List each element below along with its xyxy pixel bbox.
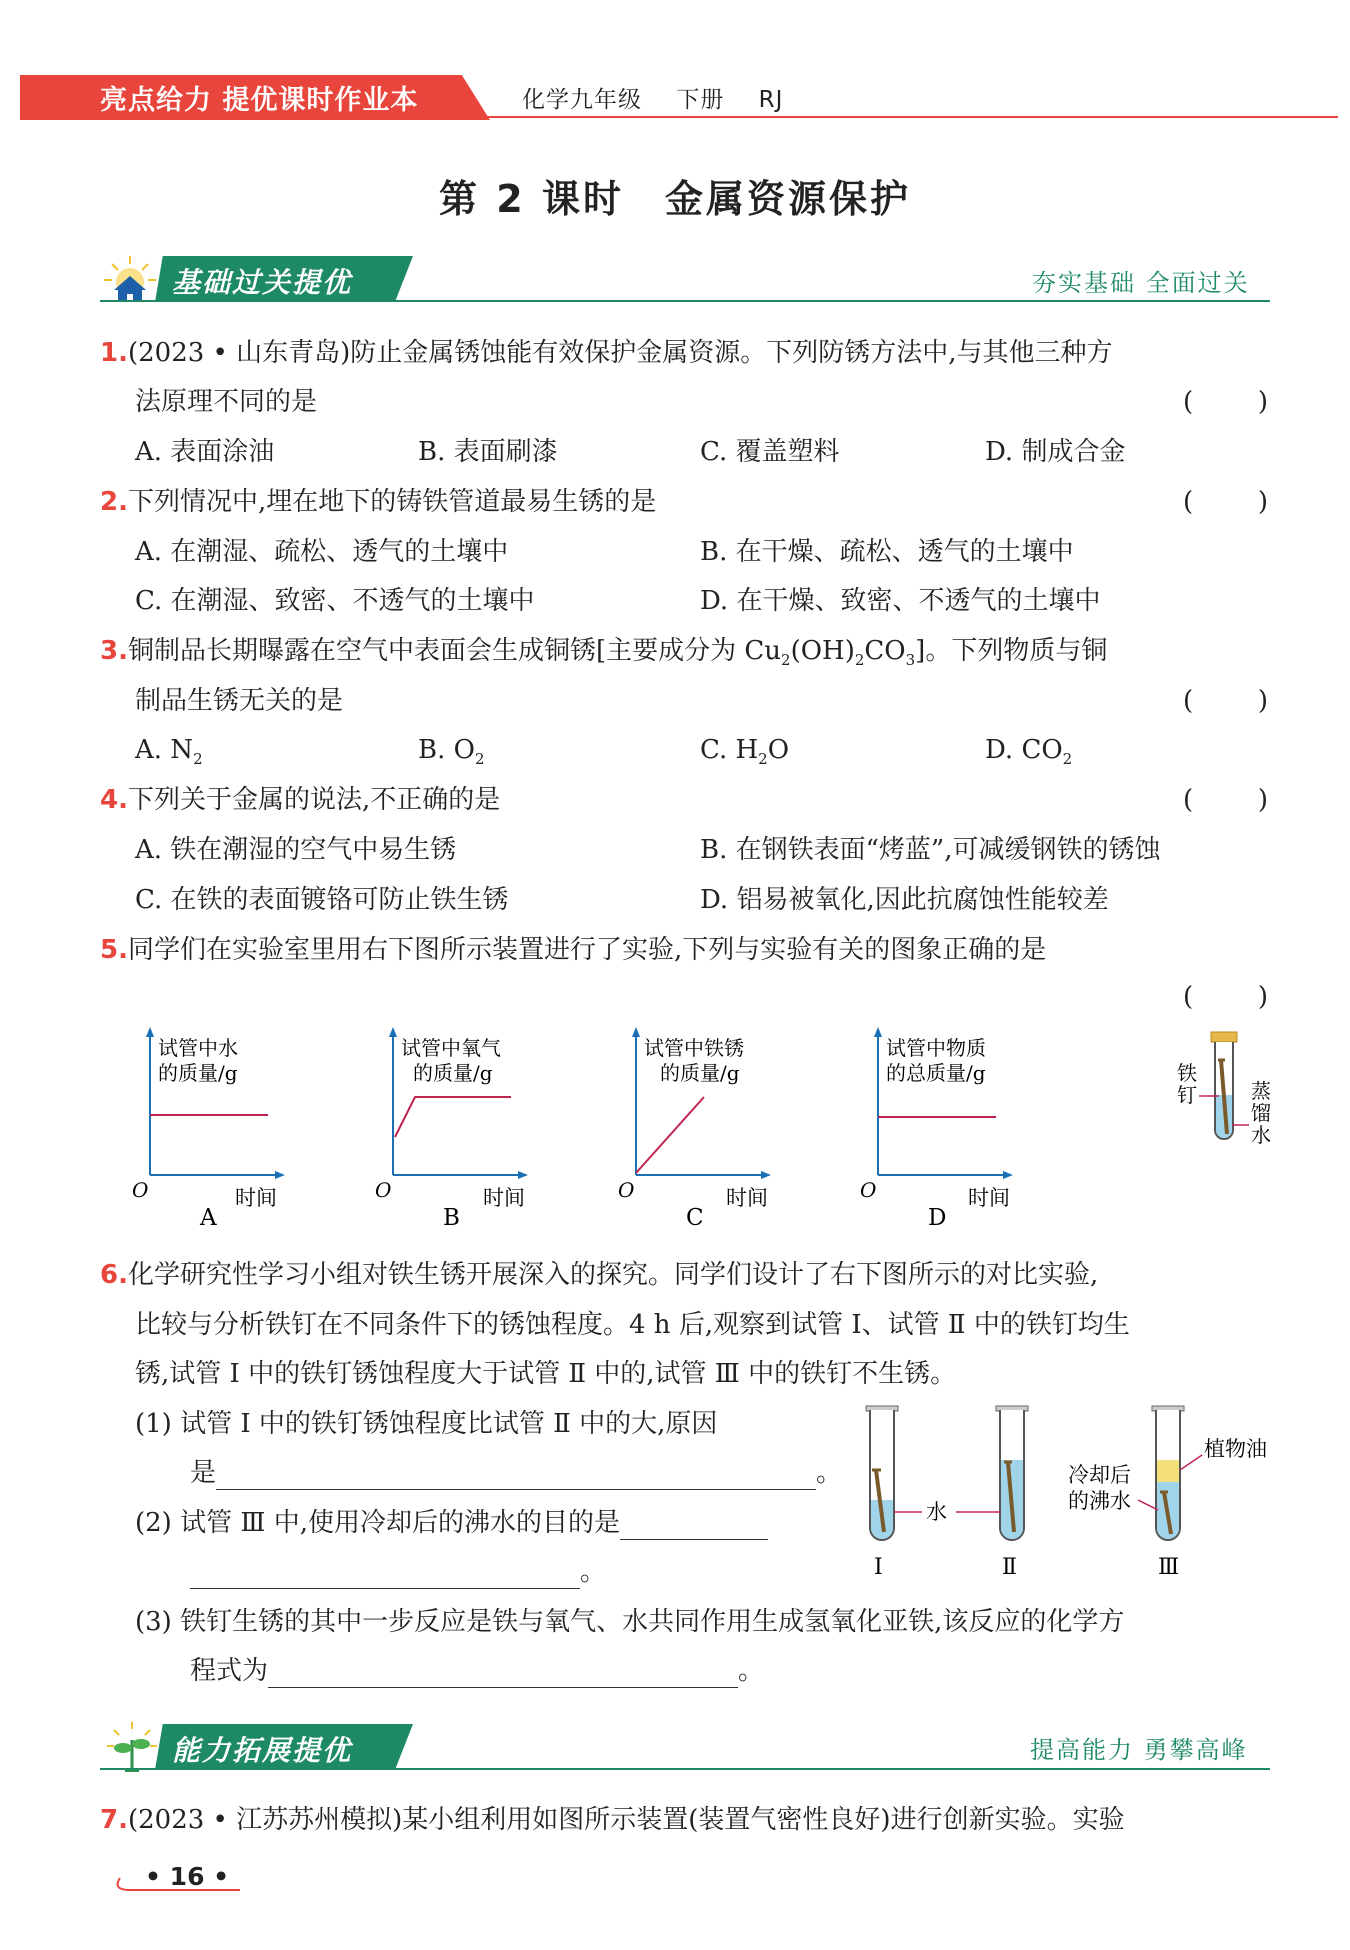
q5-graph-a — [130, 1025, 290, 1235]
x-label: 时间 — [483, 1186, 525, 1210]
q2-number: 2. — [100, 487, 128, 517]
label-water-2: 馏 — [1251, 1101, 1271, 1125]
section1-label: 基础过关提优 — [172, 266, 353, 299]
label-boiled-water-1: 冷却后 — [1068, 1463, 1131, 1487]
q4-answer-blank[interactable]: ( ) — [1183, 785, 1268, 815]
sun-house-icon — [100, 252, 160, 304]
q6-part1-line1: (1) 试管 Ⅰ 中的铁钉锈蚀程度比试管 Ⅱ 中的大,原因 — [135, 1409, 718, 1439]
q4-option-c: C. 在铁的表面镀铬可防止铁生锈 — [135, 885, 509, 915]
q2-option-b: B. 在干燥、疏松、透气的土壤中 — [700, 537, 1074, 567]
header-edition: RJ — [758, 87, 784, 113]
label-water-1: 蒸 — [1251, 1079, 1271, 1103]
label-nail-2: 钉 — [1177, 1083, 1197, 1107]
q6-line1: 6.化学研究性学习小组对铁生锈开展深入的探究。同学们设计了右下图所示的对比实验, — [100, 1260, 1099, 1290]
q6-number: 6. — [100, 1260, 128, 1290]
q1-option-b: B. 表面刷漆 — [418, 437, 558, 467]
q5-apparatus-test-tube — [1165, 1030, 1275, 1160]
q4-number: 4. — [100, 785, 128, 815]
q4-option-d: D. 铝易被氧化,因此抗腐蚀性能较差 — [700, 885, 1109, 915]
section1-slogan: 夯实基础 全面过关 — [1032, 269, 1250, 297]
q4-line1: 4.下列关于金属的说法,不正确的是 — [100, 785, 501, 815]
q3-number: 3. — [100, 636, 128, 666]
y-label-1: 试管中物质 — [886, 1036, 986, 1060]
q5-graph-d — [858, 1025, 1028, 1235]
q6-part2-line1: (2) 试管 Ⅲ 中,使用冷却后的沸水的目的是 — [135, 1506, 768, 1540]
label-tube-1: Ⅰ — [874, 1555, 883, 1580]
test-tube-2 — [996, 1406, 1028, 1540]
header-rule — [480, 116, 1338, 118]
q5-graph-b — [373, 1025, 533, 1235]
section2-slogan: 提高能力 勇攀高峰 — [1030, 1736, 1248, 1764]
header-brand: 亮点给力 提优课时作业本 — [100, 85, 419, 116]
q2-option-a: A. 在潮湿、疏松、透气的土壤中 — [135, 537, 509, 567]
y-label-2: 的质量/g — [660, 1061, 740, 1085]
section1-rule — [100, 300, 1270, 302]
graph-line — [636, 1097, 704, 1173]
label-boiled-water-2: 的沸水 — [1068, 1489, 1131, 1513]
x-arrow-icon — [761, 1171, 771, 1179]
q6-part2-line2: 。 — [190, 1555, 606, 1589]
q1-option-d: D. 制成合金 — [985, 437, 1126, 467]
q3-line2: 制品生锈无关的是 — [135, 686, 344, 716]
q1-option-a: A. 表面涂油 — [135, 437, 275, 467]
label-nail-1: 铁 — [1177, 1061, 1197, 1085]
y-label-1: 试管中水 — [158, 1036, 238, 1060]
label-water: 水 — [926, 1500, 947, 1524]
q6-part3-line1: (3) 铁钉生锈的其中一步反应是铁与氧气、水共同作用生成氢氧化亚铁,该反应的化学方 — [135, 1607, 1125, 1637]
origin-label: O — [860, 1178, 877, 1202]
y-label-2: 的质量/g — [413, 1061, 493, 1085]
q6-part3-line2: 程式为 。 — [190, 1656, 765, 1686]
y-label-1: 试管中氧气 — [401, 1036, 501, 1060]
q3-option-c: C. $H_2O$ — [700, 735, 790, 769]
y-label-1: 试管中铁锈 — [644, 1036, 744, 1060]
y-arrow-icon — [632, 1027, 640, 1037]
q3-option-b: B. $O_2$ — [418, 735, 485, 769]
graph-letter: C — [686, 1205, 704, 1231]
y-label-2: 的总质量/g — [886, 1061, 986, 1085]
q2-option-c: C. 在潮湿、致密、不透气的土壤中 — [135, 586, 535, 616]
page-number: • 16 • — [145, 1862, 230, 1891]
q3-option-a: A. $N_2$ — [135, 735, 203, 769]
x-arrow-icon — [518, 1171, 528, 1179]
lesson-title: 第 2 课时 金属资源保护 — [439, 177, 911, 221]
label-oil: 植物油 — [1204, 1437, 1267, 1461]
q5-number: 5. — [100, 935, 128, 965]
stopper — [1211, 1032, 1237, 1042]
x-arrow-icon — [275, 1171, 285, 1179]
section2-rule — [100, 1768, 1270, 1770]
graph-letter: B — [443, 1205, 460, 1231]
graph-line — [395, 1097, 511, 1137]
q6-test-tubes-figure — [850, 1400, 1280, 1585]
label-water-3: 水 — [1251, 1123, 1271, 1147]
header-course: 化学九年级 — [522, 87, 642, 113]
q4-option-b: B. 在钢铁表面“烤蓝”,可减缓钢铁的锈蚀 — [700, 835, 1161, 865]
y-arrow-icon — [874, 1027, 882, 1037]
x-label: 时间 — [968, 1186, 1010, 1210]
q1-number: 1. — [100, 338, 128, 368]
q2-answer-blank[interactable]: ( ) — [1183, 487, 1268, 517]
x-label: 时间 — [235, 1186, 277, 1210]
q6-part2-answer-blank-2[interactable] — [190, 1561, 580, 1589]
q3-line1: 3.铜制品长期曝露在空气中表面会生成铜锈[主要成分为 $Cu_2(OH)_2CO_3$]。下列物质与铜 — [100, 636, 1108, 670]
sprout-icon — [105, 1720, 160, 1775]
q6-part3-answer-blank[interactable] — [268, 1660, 738, 1688]
y-label-2: 的质量/g — [158, 1061, 238, 1085]
header-info — [522, 81, 783, 114]
vegetable-oil-layer — [1157, 1460, 1179, 1482]
graph-letter: A — [200, 1205, 217, 1231]
test-tube-1 — [866, 1406, 898, 1540]
q5-graph-c — [616, 1025, 786, 1235]
q1-answer-blank[interactable]: ( ) — [1183, 387, 1268, 417]
q5-line1: 5.同学们在实验室里用右下图所示装置进行了实验,下列与实验有关的图象正确的是 — [100, 935, 1047, 965]
q3-answer-blank[interactable]: ( ) — [1183, 686, 1268, 716]
y-arrow-icon — [389, 1027, 397, 1037]
q3-option-d: D. $CO_2$ — [985, 735, 1073, 769]
x-arrow-icon — [1003, 1171, 1013, 1179]
q6-line2: 比较与分析铁钉在不同条件下的锈蚀程度。4 h 后,观察到试管 Ⅰ、试管 Ⅱ 中的铁钉均生 — [135, 1310, 1130, 1340]
q6-part2-answer-blank-1[interactable] — [620, 1512, 768, 1540]
q2-line1: 2.下列情况中,埋在地下的铸铁管道最易生锈的是 — [100, 487, 657, 517]
origin-label: O — [132, 1178, 149, 1202]
label-tube-2: Ⅱ — [1002, 1555, 1017, 1580]
header-volume: 下册 — [676, 87, 725, 113]
q6-part1-answer-blank[interactable] — [216, 1462, 816, 1490]
q4-option-a: A. 铁在潮湿的空气中易生锈 — [135, 835, 457, 865]
q6-part1-line2: 是 。 — [190, 1458, 843, 1488]
y-arrow-icon — [146, 1027, 154, 1037]
q7-number: 7. — [100, 1805, 128, 1835]
q2-option-d: D. 在干燥、致密、不透气的土壤中 — [700, 586, 1101, 616]
q5-answer-blank[interactable]: ( ) — [1183, 982, 1268, 1012]
graph-letter: D — [928, 1205, 947, 1231]
origin-label: O — [618, 1178, 635, 1202]
q1-line1: 1.(2023 • 山东青岛)防止金属锈蚀能有效保护金属资源。下列防锈方法中,与其他三种方 — [100, 338, 1113, 368]
q7-line1: 7.(2023 • 江苏苏州模拟)某小组利用如图所示装置(装置气密性良好)进行创新实验。实验 — [100, 1805, 1125, 1835]
q1-option-c: C. 覆盖塑料 — [700, 437, 840, 467]
origin-label: O — [375, 1178, 392, 1202]
test-tube-3 — [1152, 1406, 1184, 1540]
q1-line2: 法原理不同的是 — [135, 387, 318, 417]
x-label: 时间 — [726, 1186, 768, 1210]
q6-line3: 锈,试管 Ⅰ 中的铁钉锈蚀程度大于试管 Ⅱ 中的,试管 Ⅲ 中的铁钉不生锈。 — [135, 1359, 957, 1389]
label-tube-3: Ⅲ — [1158, 1555, 1180, 1580]
section2-label: 能力拓展提优 — [172, 1734, 353, 1767]
